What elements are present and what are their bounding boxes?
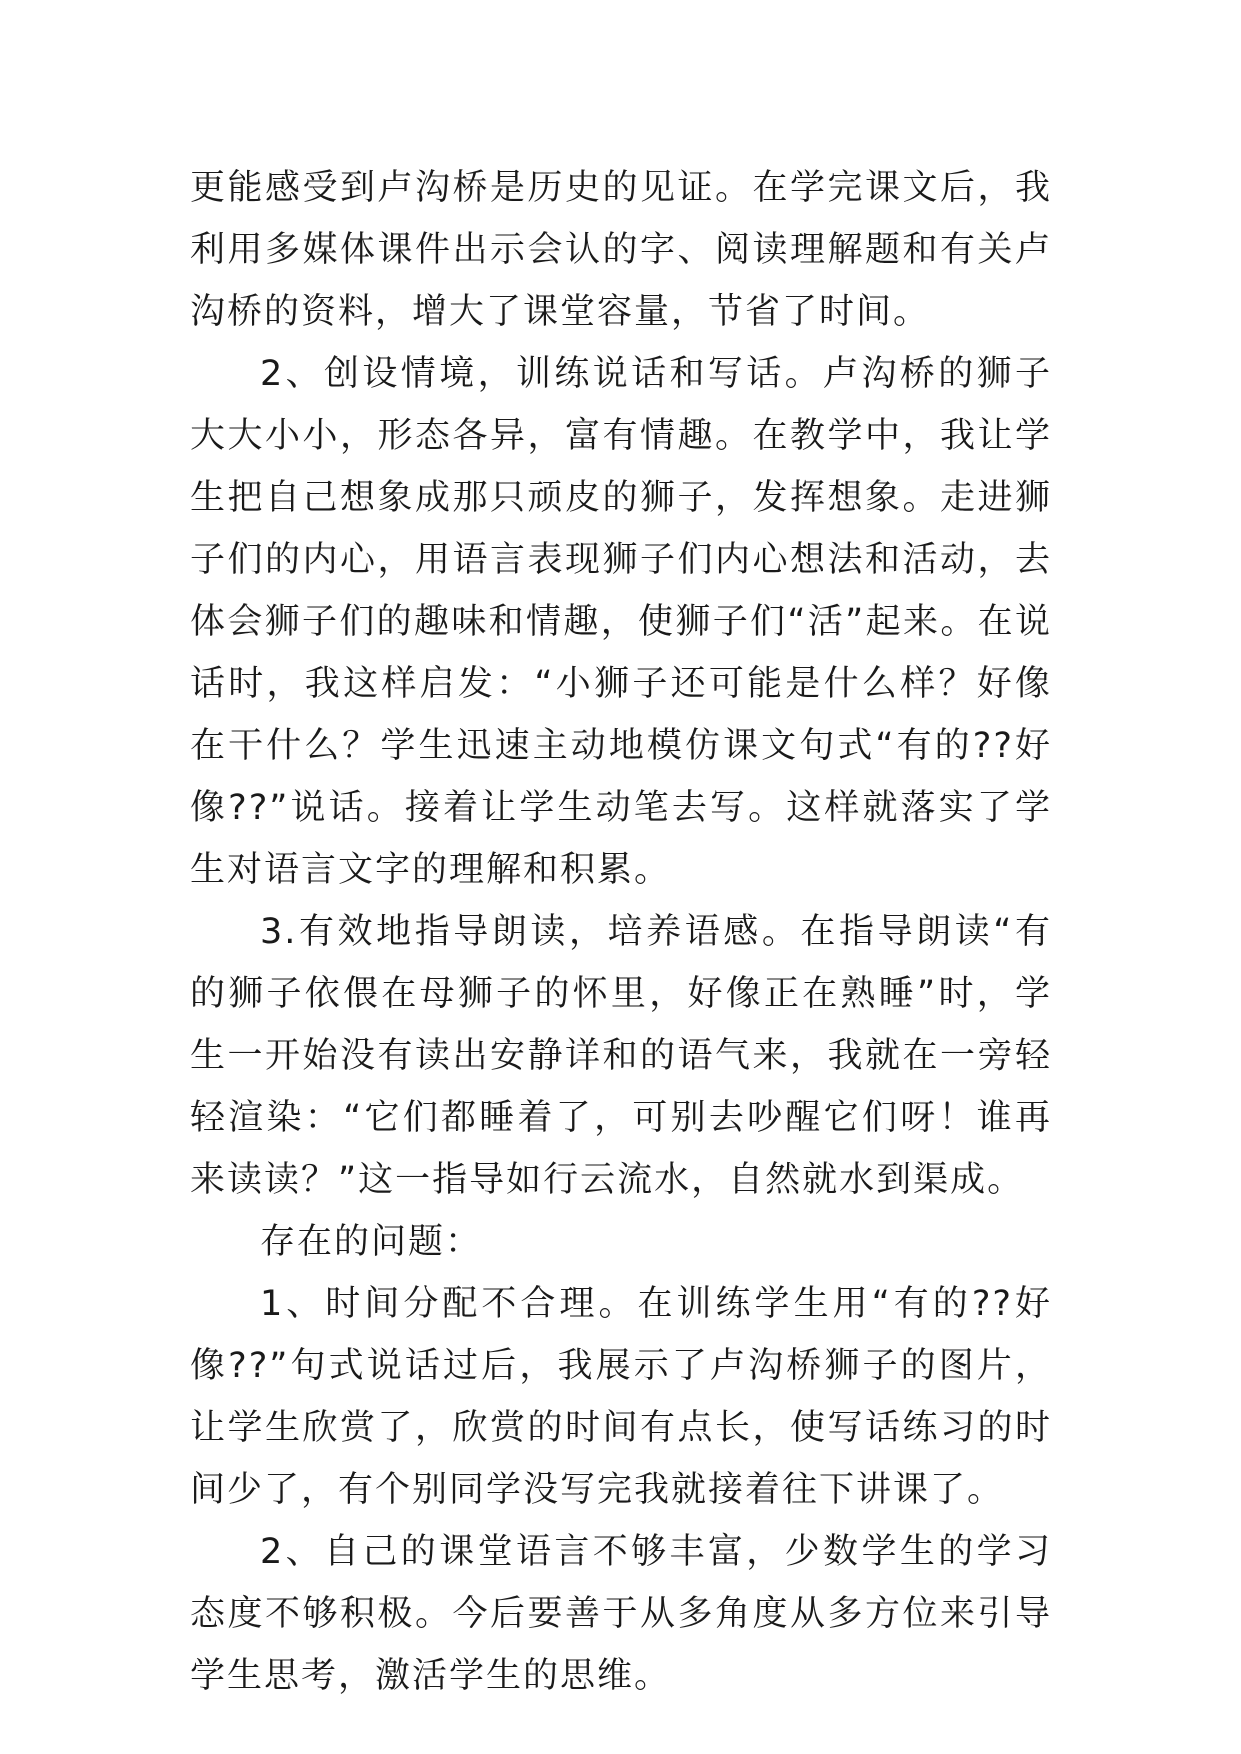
section-heading-problems: 存在的问题： xyxy=(260,1222,483,1262)
paragraph-problem-1: 1、时间分配不合理。在训练学生用“有的??好像??”句式说话过后，我展示了卢沟桥狮子的图片，让学生欣赏了，欣赏的时间有点长，使写话练习的时间少了，有个别同学没写完我就接着往下讲课了。 xyxy=(190,1284,1052,1510)
paragraph-continuation: 更能感受到卢沟桥是历史的见证。在学完课文后，我利用多媒体课件出示会认的字、阅读理解题和有关卢沟桥的资料，增大了课堂容量，节省了时间。 xyxy=(190,168,1052,332)
paragraph-problem-2: 2、自己的课堂语言不够丰富，少数学生的学习态度不够积极。今后要善于从多角度从多方位来引导学生思考，激活学生的思维。 xyxy=(190,1532,1052,1696)
paragraph-item-3-reading: 3.有效地指导朗读，培养语感。在指导朗读“有的狮子依偎在母狮子的怀里，好像正在熟睡”时，学生一开始没有读出安静详和的语气来，我就在一旁轻轻渲染：“它们都睡着了，可别去吵醒它们呀！谁再来读读？”这一指导如行云流水，自然就水到渠成。 xyxy=(190,912,1052,1200)
document-body xyxy=(190,157,1052,1707)
paragraph-item-2-scenario: 2、创设情境，训练说话和写话。卢沟桥的狮子大大小小，形态各异，富有情趣。在教学中，我让学生把自己想象成那只顽皮的狮子，发挥想象。走进狮子们的内心，用语言表现狮子们内心想法和活动，去体会狮子们的趣味和情趣，使狮子们“活”起来。在说话时，我这样启发：“小狮子还可能是什么样？好像在干什么？学生迅速主动地模仿课文句式“有的??好像??”说话。接着让学生动笔去写。这样就落实了学生对语言文字的理解和积累。 xyxy=(190,354,1052,890)
